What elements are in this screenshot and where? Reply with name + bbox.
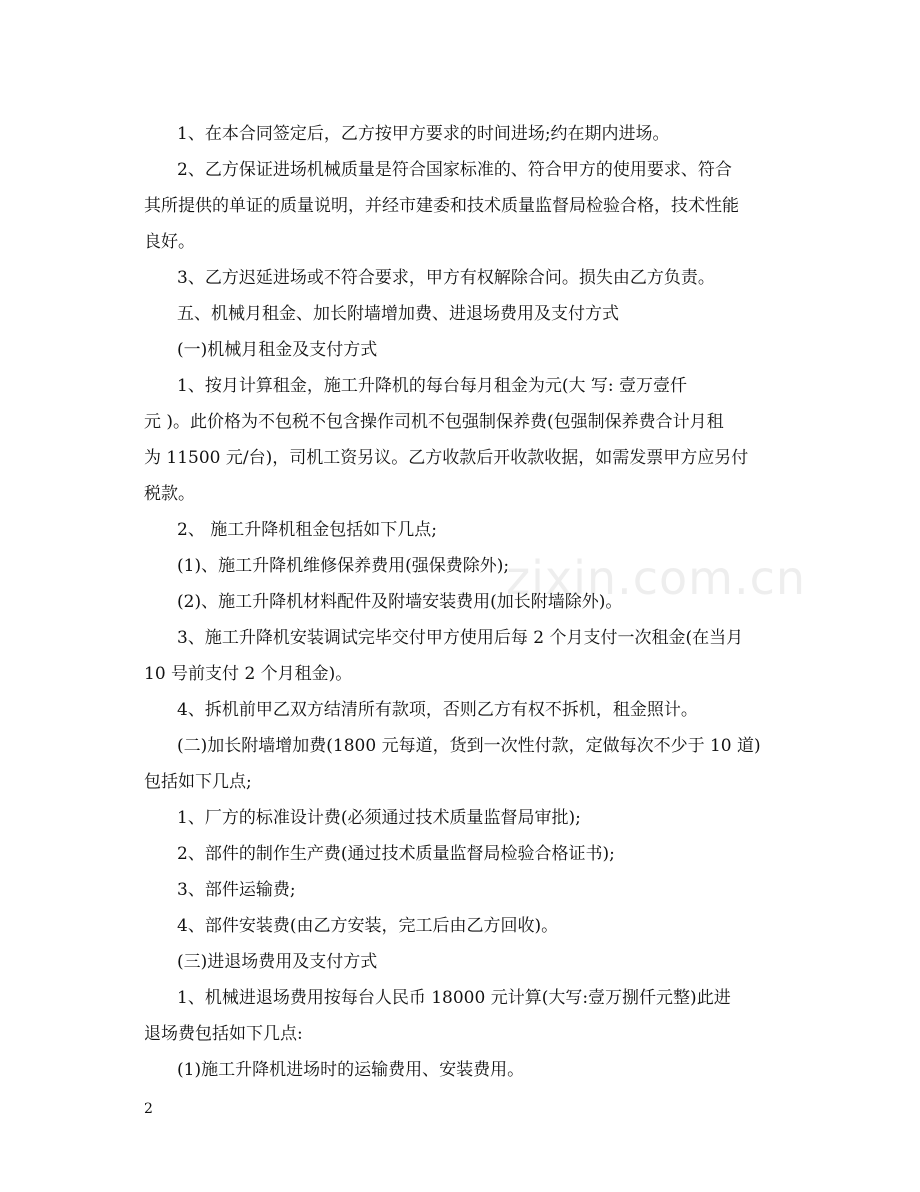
text-line: 包括如下几点;: [144, 772, 252, 792]
text-line: 退场费包括如下几点:: [144, 1024, 303, 1044]
text-line: 3、施工升降机安装调试完毕交付甲方使用后每 2 个月支付一次租金(在当月: [177, 628, 744, 648]
page-number: 2: [144, 1101, 153, 1117]
text-line: 3、乙方迟延进场或不符合要求，甲方有权解除合问。损失由乙方负责。: [177, 268, 715, 288]
text-line: 1、在本合同签定后，乙方按甲方要求的时间进场;约在期内进场。: [177, 124, 670, 144]
text-line: 五、机械月租金、加长附墙增加费、进退场费用及支付方式: [177, 304, 619, 324]
document-body: [144, 116, 807, 1088]
text-line: 10 号前支付 2 个月租金)。: [144, 664, 353, 684]
text-line: (1)、施工升降机维修保养费用(强保费除外);: [177, 556, 510, 576]
text-line: 1、机械进退场费用按每台人民币 18000 元计算(大写:壹万捌仟元整)此进: [177, 988, 731, 1008]
watermark-text: zixin.com.cn: [506, 551, 807, 605]
text-line: 元 )。此价格为不包税不包含操作司机不包强制保养费(包强制保养费合计月租: [144, 412, 724, 432]
text-line: (一)机械月租金及支付方式: [177, 340, 378, 360]
text-line: (1)施工升降机进场时的运输费用、安装费用。: [177, 1060, 525, 1080]
text-line: 4、拆机前甲乙双方结清所有款项，否则乙方有权不拆机，租金照计。: [177, 700, 698, 720]
text-line: (2)、施工升降机材料配件及附墙安装费用(加长附墙除外)。: [177, 592, 623, 612]
text-line: (三)进退场费用及支付方式: [177, 952, 378, 972]
text-line: 3、部件运输费;: [177, 880, 296, 900]
text-line: 1、按月计算租金，施工升降机的每台每月租金为元(大 写: 壹万壹仟: [177, 376, 687, 396]
text-line: 税款。: [144, 484, 195, 504]
text-line: 1、厂方的标准设计费(必须通过技术质量监督局审批);: [177, 808, 581, 828]
text-line: 2、 施工升降机租金包括如下几点;: [177, 520, 437, 540]
text-line: 2、部件的制作生产费(通过技术质量监督局检验合格证书);: [177, 844, 615, 864]
text-line: (二)加长附墙增加费(1800 元每道，货到一次性付款，定做每次不少于 10 道): [177, 736, 761, 756]
text-line: 为 11500 元/台)，司机工资另议。乙方收款后开收款收据，如需发票甲方应另付: [144, 448, 749, 468]
text-line: 4、部件安装费(由乙方安装，完工后由乙方回收)。: [177, 916, 559, 936]
text-line: 2、乙方保证进场机械质量是符合国家标准的、符合甲方的使用要求、符合: [177, 160, 732, 180]
text-line: 良好。: [144, 232, 195, 252]
text-line: 其所提供的单证的质量说明，并经市建委和技术质量监督局检验合格，技术性能: [144, 196, 739, 216]
